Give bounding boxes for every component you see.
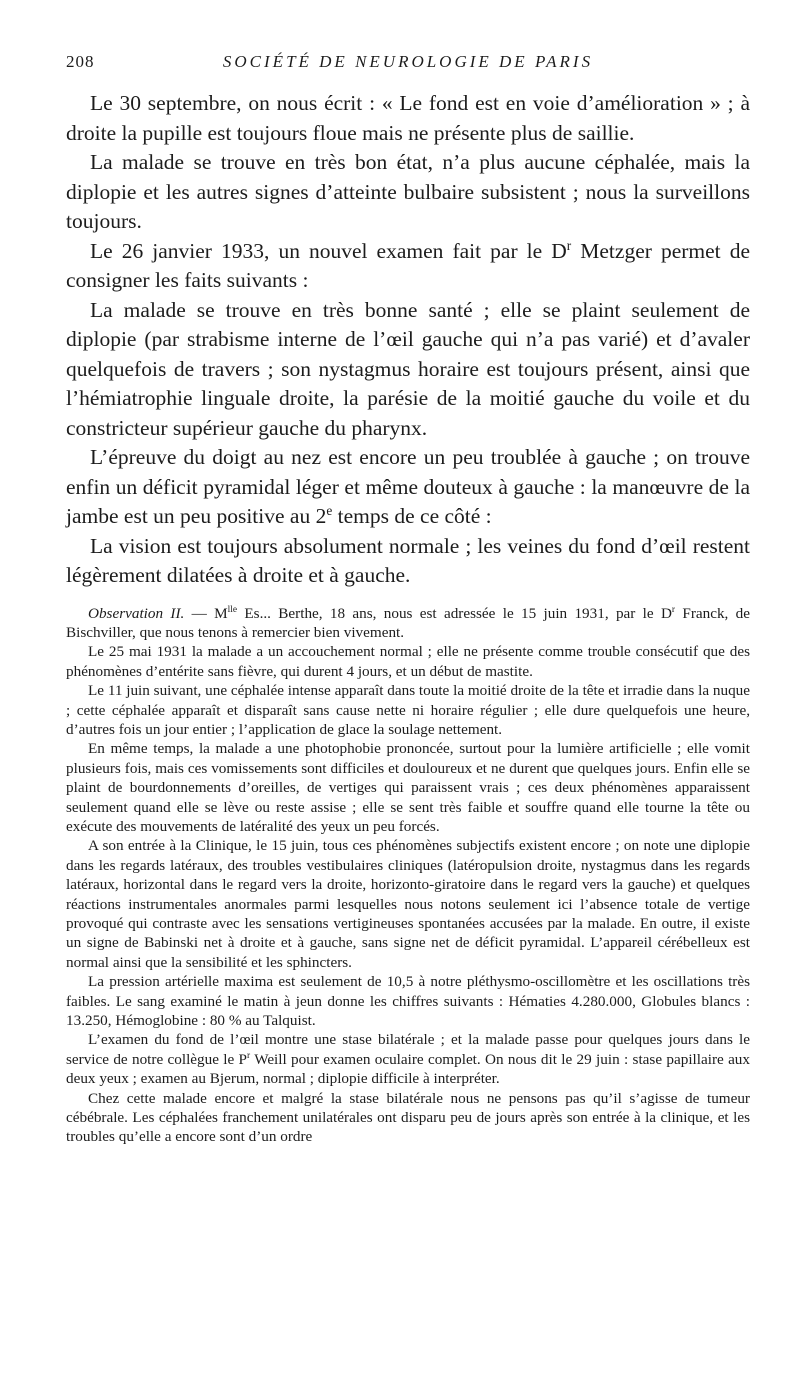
paragraph: La vision est toujours absolument normale ; les veines du fond d’œil restent légèrement dilatées à droite et à gauche. xyxy=(66,533,750,587)
paragraph: La malade se trouve en très bonne santé ; elle se plaint seulement de diplopie (par strabisme interne de l’œil gauche qui n’a pas varié) et d’avaler quelquefois de travers ; son nystagmus horaire est toujours présent, ainsi que l’hémiatrophie linguale droite, la parésie de la moitié gauche du voile et du constricteur supérieur gauche du pharynx. xyxy=(66,297,750,440)
paragraph: Le 30 septembre, on nous écrit : « Le fond est en voie d’amélioration » ; à droite la pupille est toujours floue mais ne présente plus de saillie. xyxy=(66,91,750,145)
body-text xyxy=(66,89,750,1147)
paragraph: A son entrée à la Clinique, le 15 juin, tous ces phénomènes subjectifs existent encore ; on note une diplopie dans les regards latéraux, des troubles vestibulaires cliniques (latéropulsion droite, nystagmus dans les regards latéraux, horizontal dans le regard vers la droite, horizonto-giratoire dans le regard vers la gauche) et quelques réactions instrumentales anormales parmi lesquelles nous notons seulement ici l’absence totale de vertige provoqué qui contraste avec les sensations vertigineuses spontanées accusées par la malade. En outre, il existe un signe de Babinski net à droite et à gauche, sans signe net de déficit pyramidal. L’appareil cérébelleux est normal ainsi que la sensibilité et les sphincters. xyxy=(66,837,750,971)
paragraph: Chez cette malade encore et malgré la stase bilatérale nous ne pensons pas qu’il s’agisse de tumeur cébébrale. Les céphalées franchement unilatérales ont disparu peu de jours après son entrée à la clinique, et les troubles qu’elle a encore sont d’un ordre xyxy=(66,1089,750,1146)
main-paragraphs xyxy=(66,89,750,591)
paragraph: L’examen du fond de l’œil montre une stase bilatérale ; et la malade passe pour quelques jours dans le service de notre collègue le $P^r$ Weill pour examen oculaire complet. On nous dit le 29 juin : stase papillaire aux deux yeux ; examen au Bjerum, normal ; diplopie difficile à interpréter. xyxy=(66,1031,750,1088)
paragraph: La malade se trouve en très bon état, n’a plus aucune céphalée, mais la diplopie et les autres signes d’atteinte bulbaire subsistent ; nous la surveillons toujours. xyxy=(66,150,750,233)
paragraph: L’épreuve du doigt au nez est encore un peu troublée à gauche ; on trouve enfin un déficit pyramidal léger et même douteux à gauche : la manœuvre de la jambe est un peu positive au 2e temps de ce côté : xyxy=(66,445,750,528)
running-title: SOCIÉTÉ DE NEUROLOGIE DE PARIS xyxy=(222,52,594,71)
paragraph: Le 11 juin suivant, une céphalée intense apparaît dans toute la moitié droite de la tête et irradie dans la nuque ; cette céphalée apparaît et disparaît sans cause nette ni horaire régulier ; elle dure quelquefois une heure, d’autres fois un jour entier ; l’application de glace la soulage nettement. xyxy=(66,682,750,738)
page-header xyxy=(66,52,750,80)
page-number: 208 xyxy=(66,52,95,71)
observation-section xyxy=(66,604,750,1147)
observation-label: Observation II. xyxy=(88,604,185,622)
paragraph: Le 26 janvier 1933, un nouvel examen fait par le $D^r$ Metzger permet de consigner les faits suivants : xyxy=(66,237,750,292)
observation-heading-paragraph: Observation II. — $M^{lle}$ Es... Berthe, 18 ans, nous est adressée le 15 juin 1931, par le $D^r$ Franck, de Bischviller, que nous tenons à remercier bien vivement. xyxy=(66,604,751,641)
paragraph: Le 25 mai 1931 la malade a un accouchement normal ; elle ne présente comme trouble consécutif que des phénomènes d’entérite sans fièvre, qui durent 4 jours, et un début de mastite. xyxy=(66,643,750,680)
paragraph: En même temps, la malade a une photophobie prononcée, surtout pour la lumière artificielle ; elle vomit plusieurs fois, mais ces vomissements sont difficiles et douloureux et ne durent que quelques jours. Enfin elle se plaint de bourdonnements d’oreilles, de vertiges qui paraissent vrais ; ces deux phénomènes apparaissent seulement quand elle se lève ou reste assise ; elle se sent très faible et souffre quand elle tourne la tête ou exécute des mouvements de latéralité des yeux un peu forcés. xyxy=(66,740,750,835)
paragraph: La pression artérielle maxima est seulement de 10,5 à notre pléthysmo-oscillomètre et les oscillations très faibles. Le sang examiné le matin à jeun donne les chiffres suivants : Hématies 4.280.000, Globules blancs : 13.250, Hémoglobine : 80 % au Talquist. xyxy=(66,973,750,1030)
